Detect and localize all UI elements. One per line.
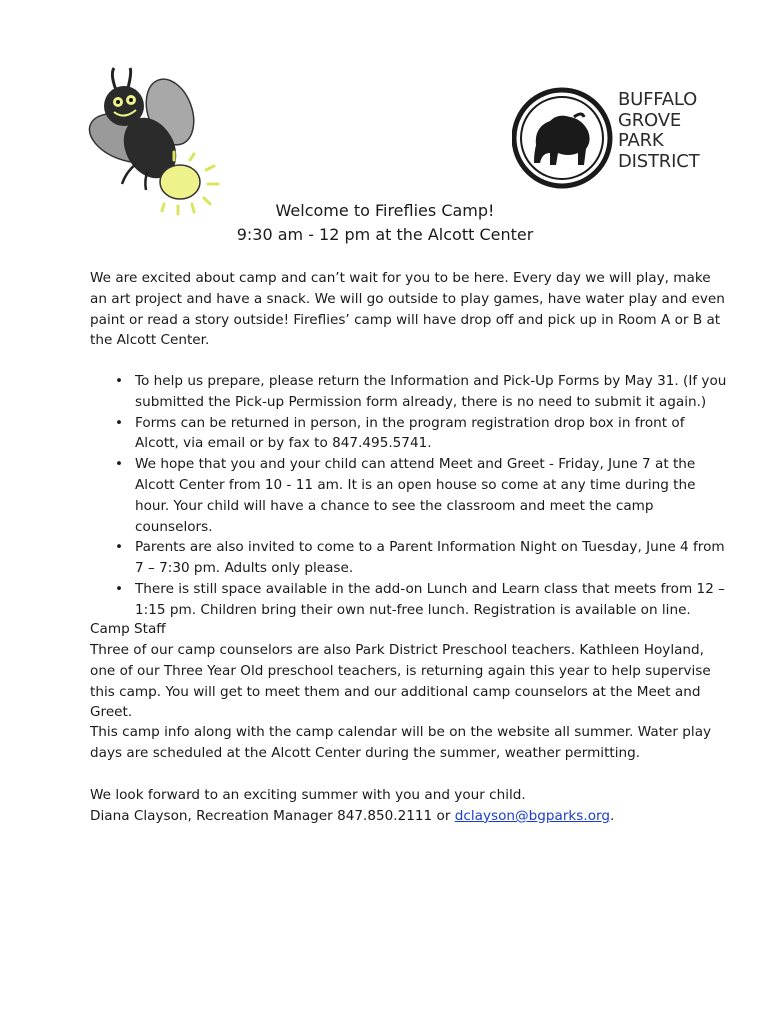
list-item: [90, 537, 730, 579]
list-item-text: We hope that you and your child can attend Meet and Greet - Friday, June 7 at the Alcott Center from 10 - 11 am. It is an open house so come at any time during the hour. Your child will have a chance to see the classroom and meet the camp counselors.: [135, 456, 696, 535]
bullet-icon: •: [115, 539, 124, 556]
list-item-text: Forms can be returned in person, in the program registration drop box in front of Alcott, via email or by fax to 847.495.5741.: [135, 414, 685, 452]
bullet-icon: •: [115, 580, 124, 597]
list-item-text: There is still space available in the add-on Lunch and Learn class that meets from 12 – 1:15 pm. Children bring their own nut-free lunch. Registration is available on line.: [135, 580, 725, 618]
list-item-text: To help us prepare, please return the Information and Pick-Up Forms by May 31. (If you submitted the Pick-up Permission form already, there is no need to submit it again.): [135, 373, 727, 410]
signature-suffix: .: [610, 807, 615, 824]
bullet-icon: •: [115, 373, 124, 389]
camp-staff-paragraph: Three of our camp counselors are also Park District Preschool teachers. Kathleen Hoyland, one of our Three Year Old preschool teachers, is returning again this year to help supervise this camp. You will get to meet them and our additional camp counselors at the Meet and Greet.: [90, 642, 711, 721]
firefly-mascot-icon: [78, 60, 228, 220]
email-link[interactable]: dclayson@bgparks.org: [454, 807, 610, 824]
signature-text: Diana Clayson, Recreation Manager 847.850.2111 or: [90, 807, 455, 824]
park-district-logo-text: [618, 90, 699, 172]
logo-line: BUFFALO: [618, 89, 698, 110]
intro-paragraph: We are excited about camp and can’t wait for you to be here. Every day we will play, make an art project and have a snack. We will go outside to play games, have water play and even paint or read a story outside! Fireflies’ camp will have drop off and pick up in Room A or B at the Alcott Center.: [90, 270, 725, 349]
section-heading-camp-staff: Camp Staff: [90, 621, 166, 637]
logo-line: DISTRICT: [618, 150, 700, 172]
list-item-text: Parents are also invited to come to a Parent Information Night on Tuesday, June 4 from 7 – 7:30 pm. Adults only please.: [135, 539, 725, 577]
list-item: [90, 579, 730, 621]
page-title: Welcome to Fireflies Camp!: [275, 201, 495, 220]
logo-line: PARK: [618, 130, 664, 151]
closing-line: We look forward to an exciting summer with you and your child.: [90, 787, 526, 803]
logo-line: GROVE: [618, 109, 681, 131]
camp-info-paragraph: This camp info along with the camp calendar will be on the website all summer. Water play days are scheduled at the Alcott Center during the summer, weather permitting.: [90, 724, 712, 761]
page-subtitle: 9:30 am - 12 pm at the Alcott Center: [236, 225, 534, 244]
list-item: [90, 413, 730, 455]
list-item: [90, 454, 730, 537]
closing-block: [90, 785, 730, 827]
bullet-icon: •: [115, 456, 124, 473]
info-bullet-list: [90, 371, 730, 621]
list-item: [90, 371, 730, 413]
bullet-icon: •: [115, 414, 124, 431]
signature-line: [90, 806, 730, 827]
